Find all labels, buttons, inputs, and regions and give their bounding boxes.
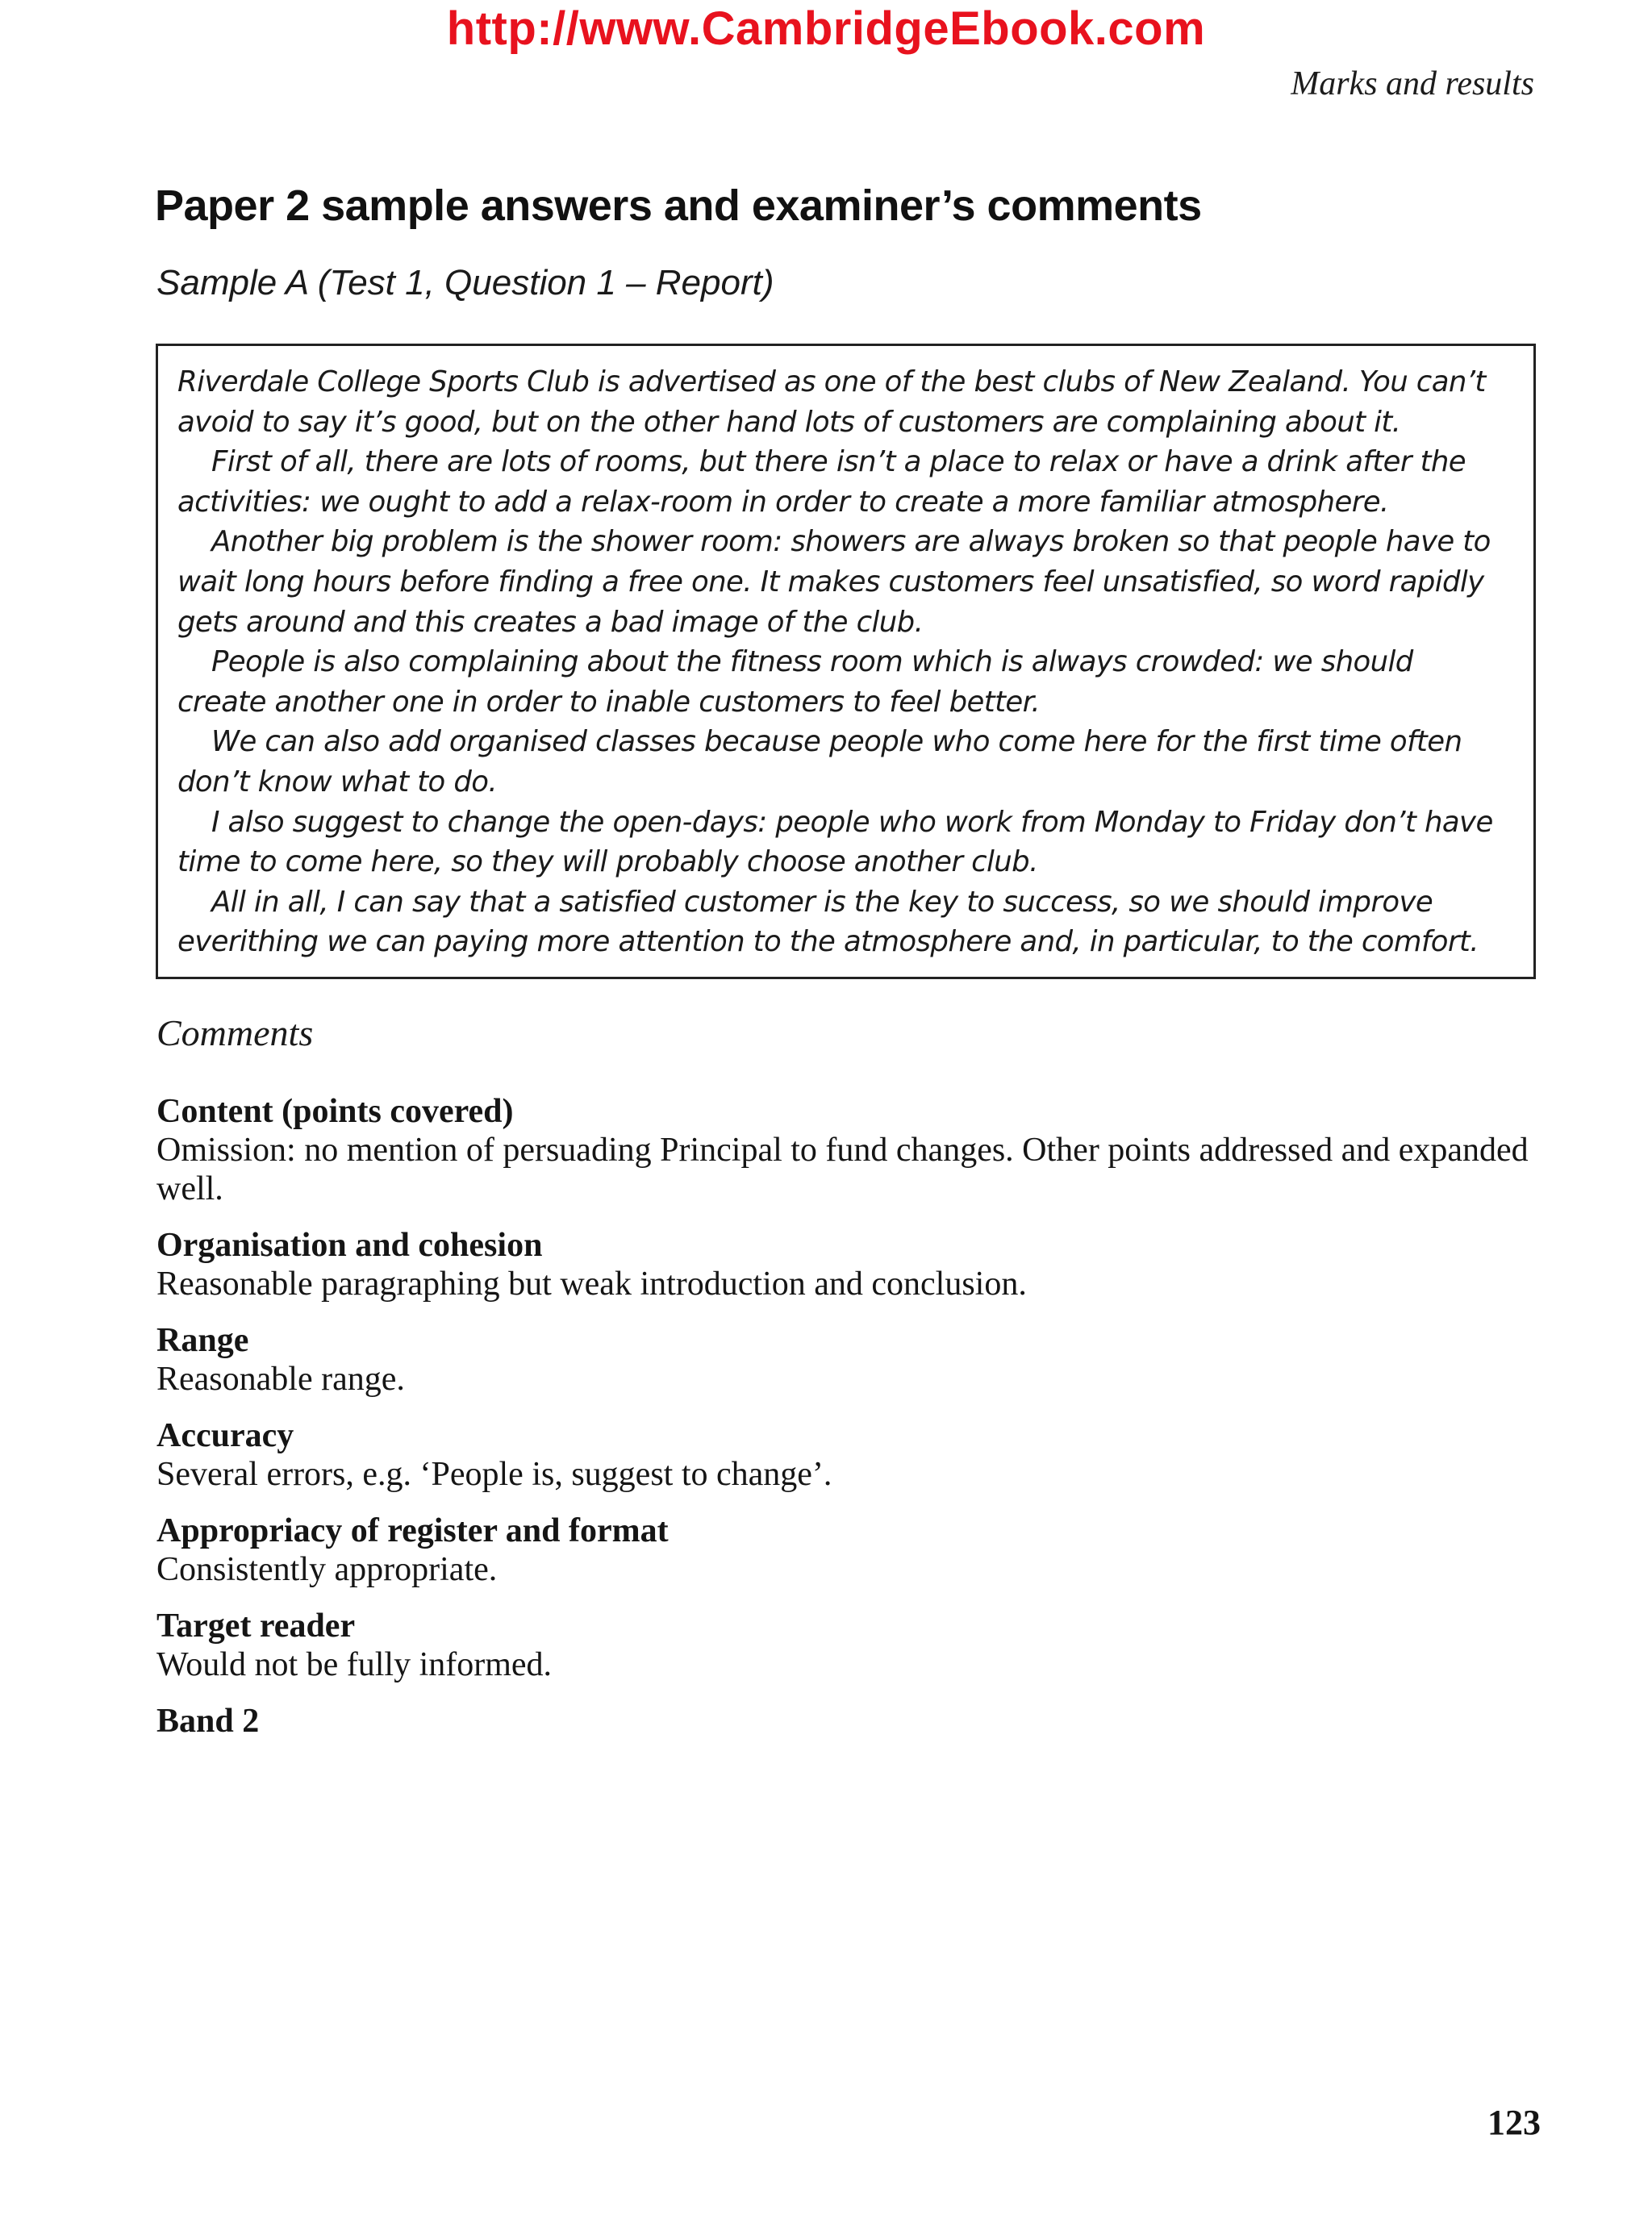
watermark-url: http://www.CambridgeEbook.com [446,2,1206,55]
answer-paragraph: Another big problem is the shower room: showers are always broken so that people have to wait long hours before finding a free one. It makes customers feel unsatisfied, so word rapidly gets around and this creates a bad image of the club. [177,525,1491,639]
comment-content [156,1092,1544,1208]
comment-title: Range [156,1322,249,1359]
sample-answer-box [156,344,1536,979]
page-number: 123 [1487,2103,1541,2142]
page-title: Paper 2 sample answers and examiner’s comments [155,181,1202,230]
answer-paragraph: First of all, there are lots of rooms, but there isn’t a place to relax or have a drink after the activities: we ought to add a relax-room in order to create a more familiar atmosphere. [177,445,1466,519]
comment-organisation [156,1226,1544,1303]
comment-text: Reasonable range. [156,1361,405,1398]
comment-title: Accuracy [156,1417,294,1454]
answer-paragraph: Riverdale College Sports Club is advertised as one of the best clubs of New Zealand. You can’t avoid to say it’s good, but on the other hand lots of customers are complaining about it. [177,365,1486,439]
answer-paragraph: All in all, I can say that a satisfied customer is the key to success, so we should improve everithing we can paying more attention to the atmosphere and, in particular, to the comfort. [177,885,1479,959]
comment-title: Target reader [156,1607,356,1645]
comment-target-reader [156,1607,1544,1684]
comment-range [156,1321,1544,1399]
comment-appropriacy [156,1512,1544,1589]
comment-title: Organisation and cohesion [156,1227,543,1264]
comment-text: Reasonable paragraphing but weak introduction and conclusion. [156,1266,1027,1303]
comment-text: Several errors, e.g. ‘People is, suggest to change’. [156,1456,832,1493]
comment-title: Appropriacy of register and format [156,1512,669,1549]
sample-heading: Sample A (Test 1, Question 1 – Report) [156,263,774,302]
comment-accuracy [156,1416,1544,1494]
comment-text: Would not be fully informed. [156,1646,553,1683]
comment-text: Consistently appropriate. [156,1551,498,1588]
comment-title: Content (points covered) [156,1093,514,1130]
answer-paragraph: People is also complaining about the fitness room which is always crowded: we should create another one in order to inable customers to feel better. [177,645,1413,719]
band-score: Band 2 [156,1703,260,1740]
running-head: Marks and results [1291,65,1534,102]
answer-paragraph: We can also add organised classes because people who come here for the first time often don’t know what to do. [177,725,1462,799]
comments-list [156,1092,1544,1741]
comment-text: Omission: no mention of persuading Principal to fund changes. Other points addressed and expanded well. [156,1132,1529,1207]
comments-heading: Comments [156,1012,314,1053]
answer-paragraph: I also suggest to change the open-days: people who work from Monday to Friday don’t have time to come here, so they will probably choose another club. [177,805,1493,879]
